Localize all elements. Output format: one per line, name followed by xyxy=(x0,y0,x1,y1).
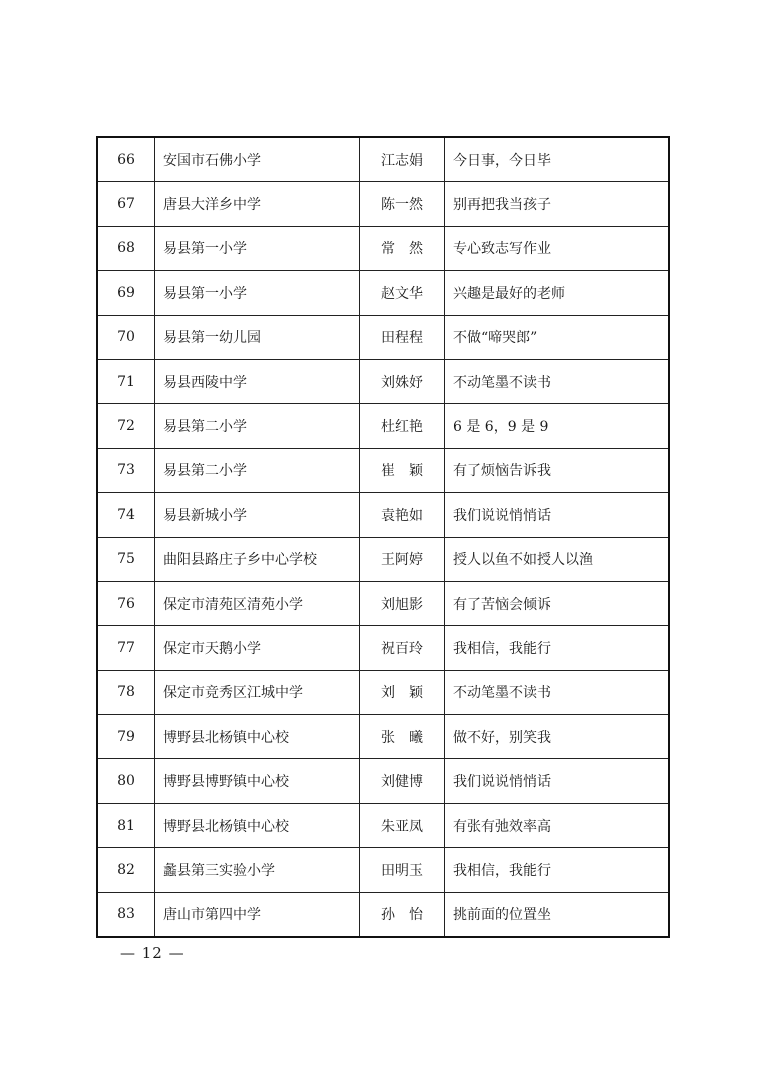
school-name: 唐县大洋乡中学 xyxy=(155,182,360,226)
row-number: 70 xyxy=(97,315,155,359)
table-row xyxy=(97,493,669,537)
row-number: 74 xyxy=(97,493,155,537)
school-name: 保定市清苑区清苑小学 xyxy=(155,581,360,625)
row-number: 69 xyxy=(97,271,155,315)
row-number: 80 xyxy=(97,759,155,803)
table-row xyxy=(97,848,669,892)
table-row xyxy=(97,715,669,759)
table-row xyxy=(97,315,669,359)
person-name: 刘姝妤 xyxy=(360,359,445,403)
page-number: — 12 — xyxy=(120,944,185,962)
school-name: 保定市天鹅小学 xyxy=(155,626,360,670)
work-title: 挑前面的位置坐 xyxy=(445,892,670,937)
person-name: 袁艳如 xyxy=(360,493,445,537)
work-title: 不动笔墨不读书 xyxy=(445,670,670,714)
work-title: 我们说说悄悄话 xyxy=(445,759,670,803)
work-title: 别再把我当孩子 xyxy=(445,182,670,226)
table-row xyxy=(97,137,669,182)
table-row xyxy=(97,759,669,803)
row-number: 73 xyxy=(97,448,155,492)
school-name: 易县第一小学 xyxy=(155,271,360,315)
table-row xyxy=(97,404,669,448)
work-title: 专心致志写作业 xyxy=(445,226,670,270)
school-name: 安国市石佛小学 xyxy=(155,137,360,182)
school-name: 博野县北杨镇中心校 xyxy=(155,715,360,759)
person-name: 王阿婷 xyxy=(360,537,445,581)
person-name: 常 然 xyxy=(360,226,445,270)
person-name: 祝百玲 xyxy=(360,626,445,670)
school-name: 保定市竞秀区江城中学 xyxy=(155,670,360,714)
row-number: 83 xyxy=(97,892,155,937)
row-number: 75 xyxy=(97,537,155,581)
school-name: 唐山市第四中学 xyxy=(155,892,360,937)
table-row xyxy=(97,226,669,270)
row-number: 66 xyxy=(97,137,155,182)
row-number: 76 xyxy=(97,581,155,625)
award-list-table xyxy=(96,136,670,938)
work-title: 做不好，别笑我 xyxy=(445,715,670,759)
school-name: 易县第一幼儿园 xyxy=(155,315,360,359)
work-title: 我相信，我能行 xyxy=(445,848,670,892)
person-name: 陈一然 xyxy=(360,182,445,226)
school-name: 易县西陵中学 xyxy=(155,359,360,403)
table-row xyxy=(97,803,669,847)
school-name: 蠡县第三实验小学 xyxy=(155,848,360,892)
school-name: 易县第一小学 xyxy=(155,226,360,270)
row-number: 82 xyxy=(97,848,155,892)
work-title: 我们说说悄悄话 xyxy=(445,493,670,537)
person-name: 江志娟 xyxy=(360,137,445,182)
person-name: 赵文华 xyxy=(360,271,445,315)
row-number: 72 xyxy=(97,404,155,448)
table-row xyxy=(97,448,669,492)
person-name: 孙 怡 xyxy=(360,892,445,937)
table-row xyxy=(97,537,669,581)
person-name: 崔 颖 xyxy=(360,448,445,492)
school-name: 易县新城小学 xyxy=(155,493,360,537)
work-title: 我相信，我能行 xyxy=(445,626,670,670)
person-name: 田程程 xyxy=(360,315,445,359)
person-name: 张 曦 xyxy=(360,715,445,759)
person-name: 田明玉 xyxy=(360,848,445,892)
table-row xyxy=(97,182,669,226)
person-name: 刘旭影 xyxy=(360,581,445,625)
table-row xyxy=(97,271,669,315)
work-title: 兴趣是最好的老师 xyxy=(445,271,670,315)
school-name: 博野县北杨镇中心校 xyxy=(155,803,360,847)
work-title: 有张有弛效率高 xyxy=(445,803,670,847)
row-number: 71 xyxy=(97,359,155,403)
table-row xyxy=(97,892,669,937)
work-title: 不动笔墨不读书 xyxy=(445,359,670,403)
work-title: 有了烦恼告诉我 xyxy=(445,448,670,492)
school-name: 易县第二小学 xyxy=(155,404,360,448)
row-number: 79 xyxy=(97,715,155,759)
school-name: 易县第二小学 xyxy=(155,448,360,492)
table-row xyxy=(97,581,669,625)
work-title: 授人以鱼不如授人以渔 xyxy=(445,537,670,581)
work-title: 6 是 6，9 是 9 xyxy=(445,404,670,448)
row-number: 77 xyxy=(97,626,155,670)
table-row xyxy=(97,359,669,403)
person-name: 朱亚凤 xyxy=(360,803,445,847)
row-number: 81 xyxy=(97,803,155,847)
school-name: 曲阳县路庄子乡中心学校 xyxy=(155,537,360,581)
table-row xyxy=(97,670,669,714)
row-number: 68 xyxy=(97,226,155,270)
person-name: 杜红艳 xyxy=(360,404,445,448)
row-number: 78 xyxy=(97,670,155,714)
person-name: 刘 颖 xyxy=(360,670,445,714)
work-title: 今日事，今日毕 xyxy=(445,137,670,182)
work-title: 不做“啼哭郎” xyxy=(445,315,670,359)
row-number: 67 xyxy=(97,182,155,226)
person-name: 刘健博 xyxy=(360,759,445,803)
work-title: 有了苦恼会倾诉 xyxy=(445,581,670,625)
table-body xyxy=(97,137,669,937)
table-row xyxy=(97,626,669,670)
school-name: 博野县博野镇中心校 xyxy=(155,759,360,803)
